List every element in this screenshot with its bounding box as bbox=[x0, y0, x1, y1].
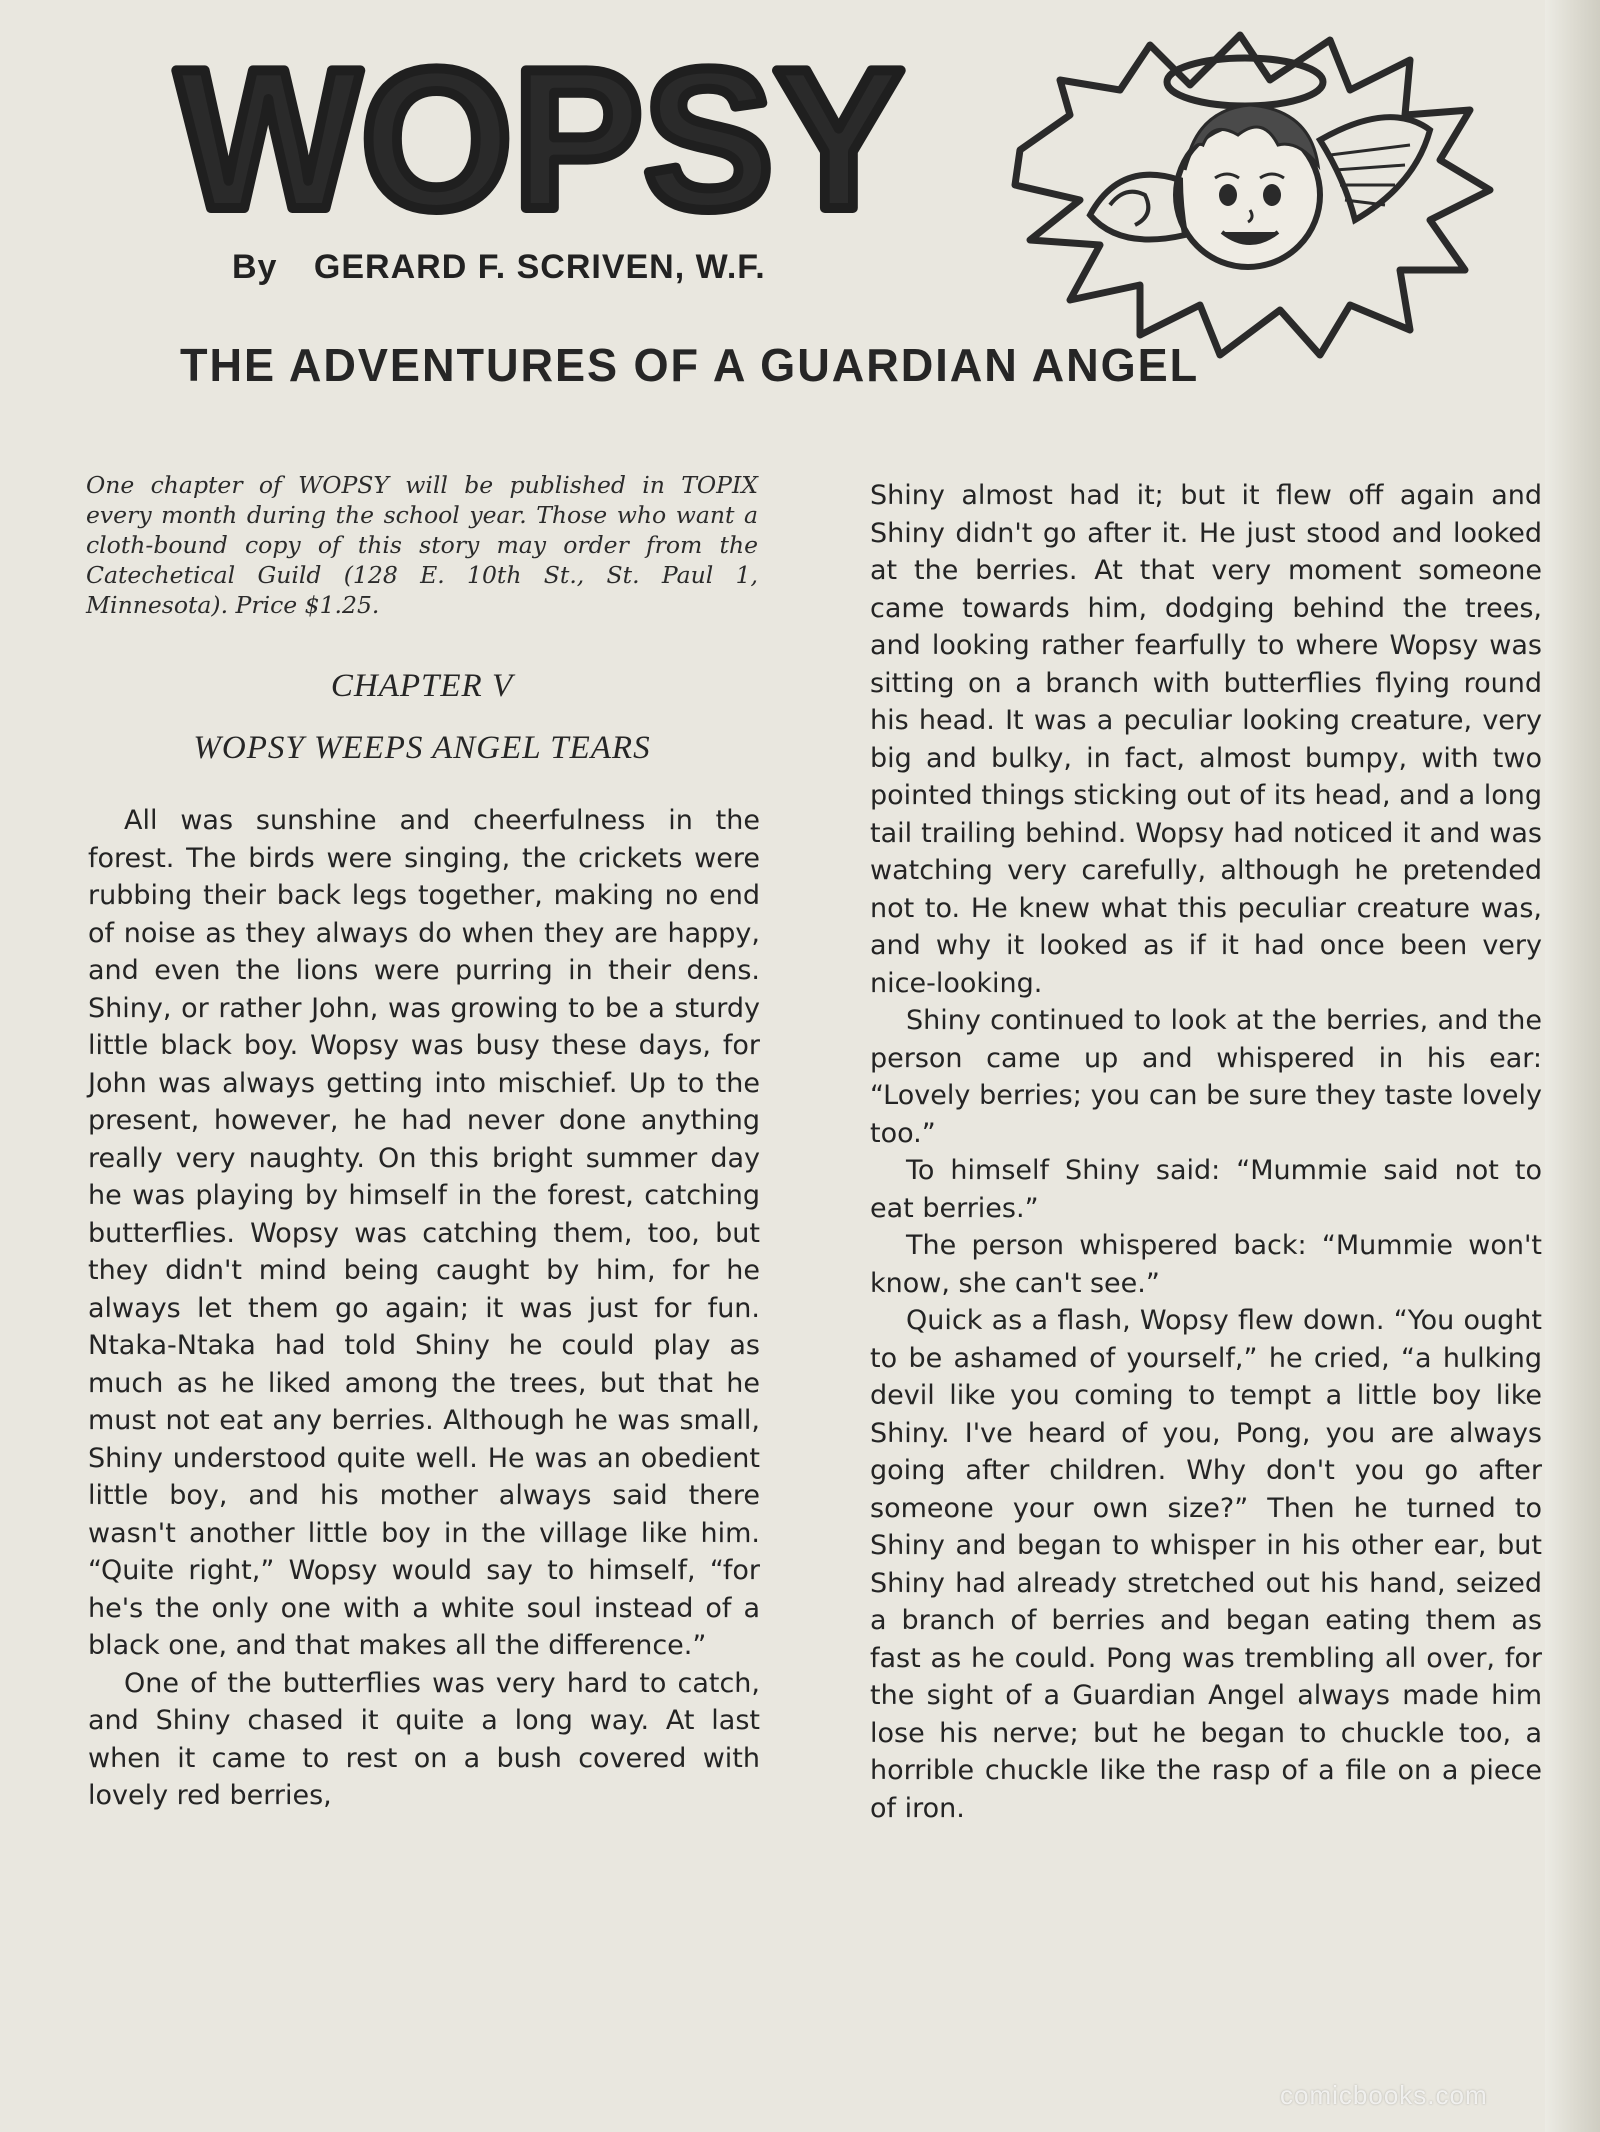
chapter-number: CHAPTER V bbox=[330, 668, 514, 704]
paragraph: All was sunshine and cheerfulness in the forest. The birds were singing, the crickets were rubbing their back legs together, making no end of noise as they always do when they are happy, and even the lions were purring in their dens. Shiny, or rather John, was growing to be a sturdy little black boy. Wopsy was busy these days, for John was always getting into mischief. Up to the present, however, he had never done anything really very naughty. On this bright summer day he was playing by himself in the forest, catching butterflies. Wopsy was catching them, too, but they didn't mind being caught by him, for he always let them go again; it was just for fun. Ntaka-Ntaka had told Shiny he could play as much as he liked among the trees, but that he must not eat any berries. Although he was small, Shiny understood quite well. He was an obedient little boy, and his mother always said there wasn't another little boy in the village like him. “Quite right,” Wopsy would say to himself, “for he's the only one with a white soul instead of a black one, and that makes all the difference.” bbox=[88, 805, 760, 1661]
subtitle: THE ADVENTURES OF A GUARDIAN ANGEL bbox=[180, 339, 1200, 391]
text-column-left bbox=[88, 802, 760, 2042]
page-edge-shadow bbox=[1545, 0, 1600, 2132]
paragraph: To himself Shiny said: “Mummie said not to eat berries.” bbox=[870, 1155, 1542, 1224]
watermark: comicbooks.com bbox=[1280, 2080, 1488, 2110]
paragraph: Shiny continued to look at the berries, and the person came up and whispered in his ear: “Lovely berries; you can be sure they taste lovely too.” bbox=[870, 1005, 1542, 1149]
chapter-title: WOPSY WEEPS ANGEL TEARS bbox=[193, 730, 651, 766]
paragraph: Quick as a flash, Wopsy flew down. “You ought to be ashamed of yourself,” he cried, “a hulking devil like you coming to tempt a little boy like Shiny. I've heard of you, Pong, you are always going after children. Why don't you go after someone your own size?” Then he turned to Shiny and began to whisper in his other ear, but Shiny had already stretched out his hand, seized a branch of berries and began eating them as fast as he could. Pong was trembling all over, for the sight of a Guardian Angel always made him lose his nerve; but he began to chuckle too, a horrible chuckle like the rasp of a file on a piece of iron. bbox=[870, 1305, 1542, 1824]
angel-face-icon bbox=[1000, 20, 1500, 370]
byline-author: GERARD F. SCRIVEN, W.F. bbox=[313, 248, 766, 286]
wopsy-title-text: WOPSY bbox=[176, 40, 904, 240]
paragraph: The person whispered back: “Mummie won't know, she can't see.” bbox=[870, 1230, 1542, 1299]
paragraph: Shiny almost had it; but it flew off again and Shiny didn't go after it. He just stood and looked at the berries. At that very moment someone came towards him, dodging behind the trees, and looking rather fearfully to where Wopsy was sitting on a branch with butterflies flying round his head. It was a peculiar looking creature, very big and bulky, in fact, almost bumpy, with two pointed things sticking out of its head, and a long tail trailing behind. Wopsy had noticed it and was watching very carefully, although he pretended not to. He knew what this peculiar creature was, and why it looked as if it had once been very nice-looking. bbox=[870, 480, 1542, 999]
byline bbox=[232, 248, 932, 298]
byline-by: By bbox=[232, 248, 278, 286]
angel-illustration bbox=[1000, 20, 1500, 370]
text-column-right bbox=[870, 477, 1542, 2037]
paragraph: One of the butterflies was very hard to catch, and Shiny chased it quite a long way. At last when it came to rest on a bush covered with lovely red berries, bbox=[88, 1667, 760, 1811]
intro-note: One chapter of WOPSY will be published in TOPIX every month during the school year. Those who want a cloth-bound copy of this story may order from the Catechetical Guild (128 E. 10th St., St. Paul 1, Minnesota). Price $1.25. bbox=[86, 471, 758, 619]
wopsy-title bbox=[170, 40, 910, 240]
